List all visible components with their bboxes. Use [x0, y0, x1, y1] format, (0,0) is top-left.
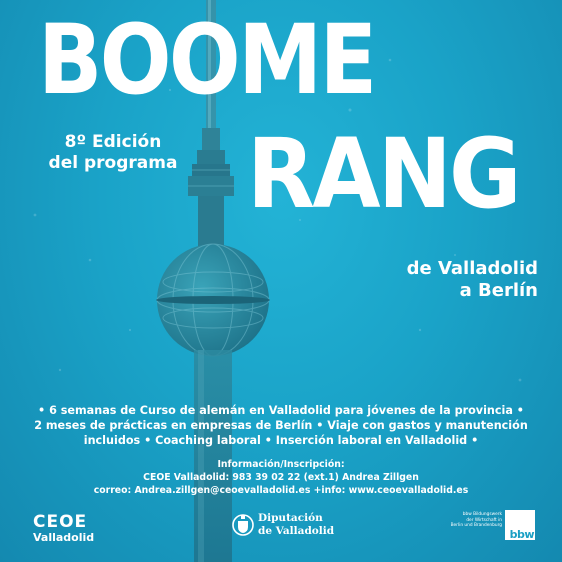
route-line-1: de Valladolid — [406, 258, 538, 279]
bbw-line-3: Berlin und Brandenburg — [450, 523, 502, 528]
ceoe-logo — [33, 513, 94, 545]
bbw-logo — [440, 510, 535, 540]
route-label — [360, 258, 538, 302]
diputacion-line-2: de Valladolid — [258, 525, 335, 537]
bbw-mark-text: bbw — [509, 528, 534, 541]
route-line-2: a Berlín — [459, 280, 538, 301]
edition-label — [28, 132, 198, 174]
contact-email: correo: Andrea.zillgen@ceoevalladolid.es +info: www.ceoevalladolid.es — [93, 485, 469, 496]
crest-icon — [232, 512, 254, 538]
title-line-1: BOOME — [38, 4, 375, 116]
feature-line: incluidos • Coaching laboral • Inserción laboral en Valladolid • — [83, 434, 479, 447]
ceoe-logo-name: CEOE — [33, 512, 88, 532]
contact-phone: CEOE Valladolid: 983 39 02 22 (ext.1) Andrea Zillgen — [143, 472, 419, 483]
edition-line-1: 8º Edición — [64, 132, 162, 152]
title-line-2: RANG — [247, 118, 519, 230]
contact-heading: Información/Inscripción: — [217, 459, 345, 470]
contact-info — [40, 458, 522, 497]
bbw-mark — [505, 510, 535, 540]
bbw-line-1: bbw Bildungswerk — [462, 512, 502, 517]
ceoe-logo-city: Valladolid — [33, 531, 95, 544]
diputacion-line-1: Diputación — [258, 512, 323, 524]
bbw-line-2: der Wirtschaft in — [466, 517, 502, 523]
feature-line: • 6 semanas de Curso de alemán en Valladolid para jóvenes de la provincia • — [38, 404, 524, 417]
program-features — [6, 403, 556, 448]
diputacion-logo — [232, 512, 334, 538]
edition-line-2: del programa — [48, 153, 178, 173]
feature-line: 2 meses de prácticas en empresas de Berlín • Viaje con gastos y manutención — [34, 419, 528, 432]
